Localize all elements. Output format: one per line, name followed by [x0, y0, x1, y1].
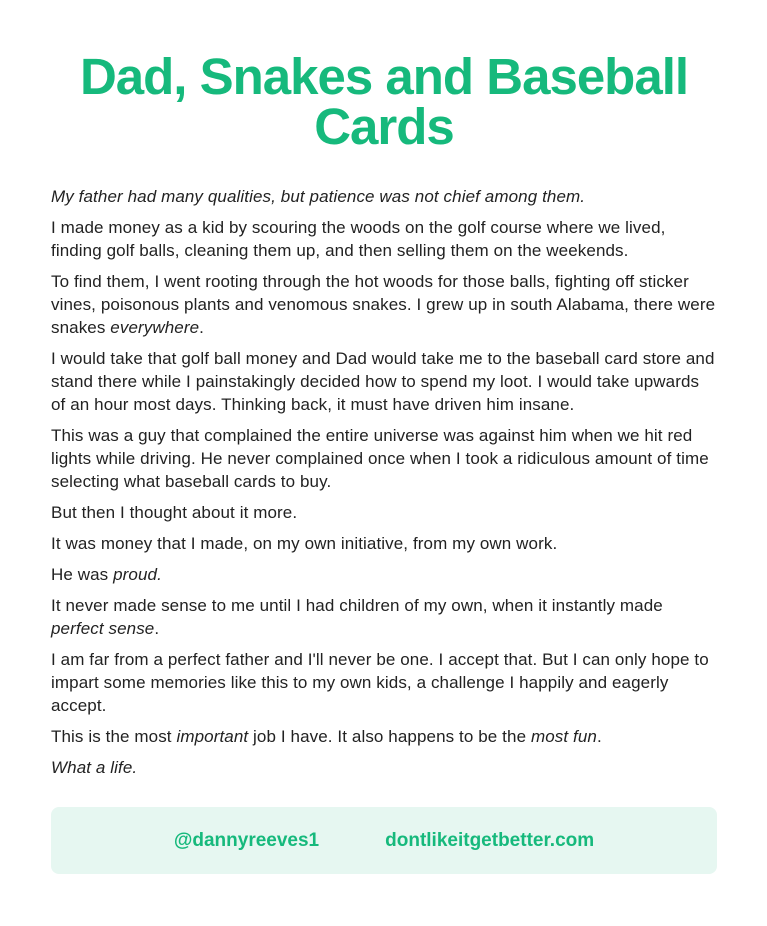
paragraph: [51, 270, 717, 339]
paragraph: [51, 424, 717, 493]
text-segment: This is the most: [51, 727, 177, 746]
emphasis-text: proud.: [113, 565, 162, 584]
text-segment: To find them, I went rooting through the hot woods for those balls, fighting off sticker vines, poisonous plants and venomous snakes. I grew up in south Alabama, there were snakes: [51, 272, 716, 337]
text-segment: He was: [51, 565, 114, 584]
paragraph: [51, 725, 717, 748]
twitter-handle-link[interactable]: @dannyreeves1: [173, 829, 320, 851]
page-title: Dad, Snakes and Baseball Cards: [79, 48, 689, 155]
paragraph: [51, 594, 717, 640]
text-segment: I would take that golf ball money and Dad would take me to the baseball card store and stand there while I painstakingly decided how to spend my loot. I would take upwards of an hour most days. Thinking back, it must have driven him insane.: [51, 349, 715, 414]
paragraph: [51, 185, 717, 208]
paragraph: [51, 532, 717, 555]
paragraph: [51, 216, 717, 262]
emphasis-text: What a life.: [51, 758, 138, 777]
text-segment: I am far from a perfect father and I'll never be one. I accept that. But I can only hope to impart some memories like this to my own kids, a challenge I happily and eagerly accept.: [51, 650, 709, 715]
emphasis-text: everywhere: [110, 318, 200, 337]
paragraph: [51, 501, 717, 524]
paragraph: [51, 648, 717, 717]
text-segment: I made money as a kid by scouring the woods on the golf course where we lived, finding golf balls, cleaning them up, and then selling them on the weekends.: [51, 218, 666, 260]
paragraph: [51, 347, 717, 416]
emphasis-text: My father had many qualities, but patience was not chief among them.: [51, 187, 586, 206]
text-segment: It was money that I made, on my own initiative, from my own work.: [51, 534, 558, 553]
emphasis-text: perfect sense: [51, 619, 155, 638]
text-segment: .: [199, 318, 204, 337]
footer-banner: [51, 807, 717, 874]
text-segment: .: [154, 619, 160, 638]
paragraph: [51, 563, 717, 586]
paragraph: [51, 756, 717, 779]
emphasis-text: most fun: [530, 727, 597, 746]
text-segment: It never made sense to me until I had children of my own, when it instantly made: [51, 596, 663, 615]
text-segment: job I have. It also happens to be the: [248, 727, 531, 746]
article-body: [51, 185, 717, 787]
emphasis-text: important: [176, 727, 249, 746]
text-segment: This was a guy that complained the entire universe was against him when we hit red lights while driving. He never complained once when I took a ridiculous amount of time selecting what baseball cards to buy.: [51, 426, 709, 491]
text-segment: But then I thought about it more.: [51, 503, 298, 522]
website-link[interactable]: dontlikeitgetbetter.com: [385, 829, 595, 851]
text-segment: .: [596, 727, 602, 746]
